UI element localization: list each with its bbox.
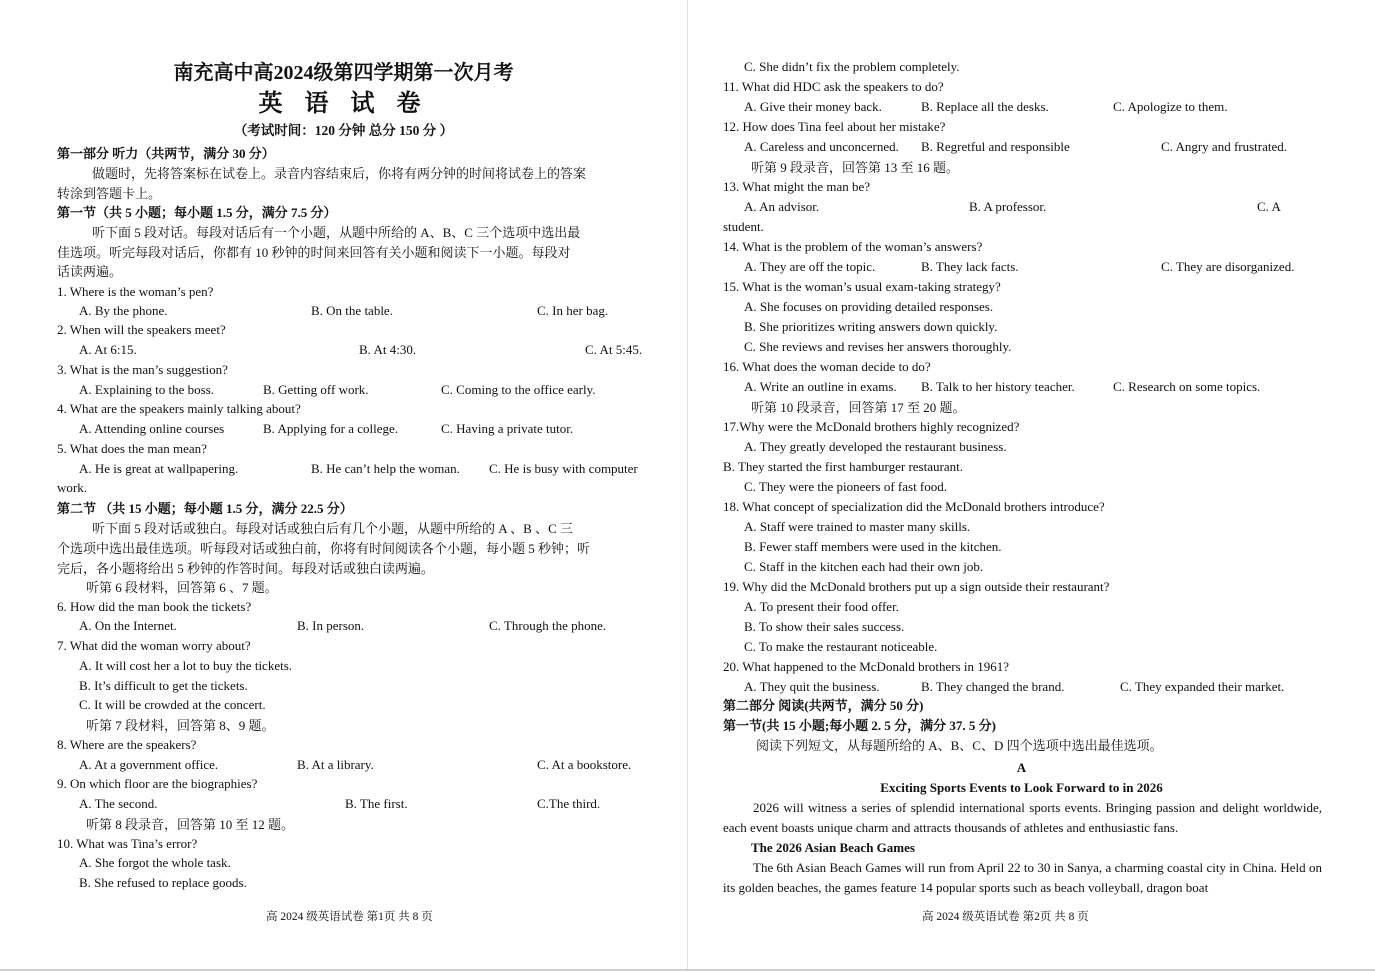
part1-heading: 第一部分 听力（共两节，满分 30 分） — [57, 146, 275, 161]
option-c: C. Coming to the office early. — [441, 382, 596, 397]
option-b: B. Replace all the desks. — [921, 99, 1049, 114]
option-a: A. They quit the business. — [744, 679, 880, 694]
question-stem: 6. How did the man book the tickets? — [57, 599, 252, 614]
exam-subject: 英 语 试 卷 — [258, 91, 429, 117]
question-stem: 16. What does the woman decide to do? — [723, 359, 931, 374]
section2-instruction-line: 个选项中选出最佳选项。听每段对话或独白前，你将有时间阅读各个小题，每小题 5 秒钟；听 — [57, 541, 591, 556]
section2-instruction-line: 完后，各小题将给出 5 秒钟的作答时间。每段对话或独白读两遍。 — [57, 561, 435, 576]
option-a: A. She focuses on providing detailed responses. — [744, 299, 994, 314]
option-b: B. She prioritizes writing answers down quickly. — [744, 319, 998, 334]
option-c: C. Research on some topics. — [1113, 379, 1261, 394]
section1-instruction-line: 听下面 5 段对话。每段对话后有一个小题，从题中所给的 A、B、C 三个选项中选出最 — [92, 225, 581, 240]
section1-heading: 第一节（共 5 小题；每小题 1.5 分，满分 7.5 分） — [57, 205, 337, 220]
option-a: A. An advisor. — [744, 199, 820, 214]
option-c: C. He is busy with computer — [489, 461, 638, 476]
option-a: A. Staff were trained to master many skills. — [744, 519, 971, 534]
option-b: B. At 4:30. — [359, 342, 417, 357]
passage-letter: A — [1016, 760, 1027, 775]
option-b: B. They started the first hamburger restaurant. — [723, 459, 963, 474]
option-b: B. The first. — [345, 796, 408, 811]
option-a: A. By the phone. — [79, 303, 168, 318]
question-stem: 17.Why were the McDonald brothers highly recognized? — [723, 419, 1020, 434]
option-c: C. They were the pioneers of fast food. — [744, 479, 948, 494]
option-a: A. To present their food offer. — [744, 599, 899, 614]
option-b: B. It’s difficult to get the tickets. — [79, 678, 248, 693]
option-a: A. Attending online courses — [79, 421, 225, 436]
option-b: B. In person. — [297, 618, 365, 633]
option-a: A. Give their money back. — [744, 99, 882, 114]
page-footer: 高 2024 级英语试卷 第2页 共 8 页 — [922, 911, 1089, 923]
option-a: A. They greatly developed the restaurant business. — [744, 439, 1007, 454]
option-b: B. At a library. — [297, 757, 374, 772]
listening-material-note: 听第 7 段材料，回答第 8、9 题。 — [86, 718, 275, 733]
option-a: A. Careless and unconcerned. — [744, 139, 899, 154]
question-stem: 18. What concept of specialization did the McDonald brothers introduce? — [723, 499, 1105, 514]
option-b: B. Talk to her history teacher. — [921, 379, 1075, 394]
listening-material-note: 听第 10 段录音，回答第 17 至 20 题。 — [751, 400, 966, 415]
option-c: C. Apologize to them. — [1113, 99, 1228, 114]
section1-instruction-line: 佳选项。听完每段对话后，你都有 10 秒钟的时间来回答有关小题和阅读下一小题。每段对 — [57, 245, 571, 260]
question-stem: 3. What is the man’s suggestion? — [57, 362, 228, 377]
option-c: C. Staff in the kitchen each had their own job. — [744, 559, 984, 574]
part1-instruction-line: 转涂到答题卡上。 — [57, 186, 162, 201]
option-c: C. Having a private tutor. — [441, 421, 574, 436]
option-a: A. At a government office. — [79, 757, 219, 772]
option-b: B. To show their sales success. — [744, 619, 905, 634]
question-stem: 9. On which floor are the biographies? — [57, 776, 258, 791]
option-c: C. She didn’t fix the problem completely. — [744, 59, 960, 74]
question-stem: 1. Where is the woman’s pen? — [57, 284, 214, 299]
option-c: C. At a bookstore. — [537, 757, 632, 772]
section2-heading: 第二节 （共 15 小题；每小题 1.5 分，满分 22.5 分） — [57, 501, 353, 516]
option-c: C. In her bag. — [537, 303, 609, 318]
part2-section1-heading: 第一节(共 15 小题;每小题 2. 5 分，满分 37. 5 分) — [723, 718, 996, 733]
option-c: C. She reviews and revises her answers thoroughly. — [744, 339, 1012, 354]
question-stem: 13. What might the man be? — [723, 179, 871, 194]
question-stem: 20. What happened to the McDonald brothers in 1961? — [723, 659, 1010, 674]
option-b: B. Regretful and responsible — [921, 139, 1070, 154]
passage-subheading: The 2026 Asian Beach Games — [751, 840, 915, 855]
reading-instruction: 阅读下列短文，从每题所给的 A、B、C、D 四个选项中选出最佳选项。 — [756, 738, 1163, 753]
question-stem: 8. Where are the speakers? — [57, 737, 197, 752]
page-footer: 高 2024 级英语试卷 第1页 共 8 页 — [266, 911, 433, 923]
option-b: B. She refused to replace goods. — [79, 875, 247, 890]
option-b: B. Applying for a college. — [263, 421, 399, 436]
option-c: C. To make the restaurant noticeable. — [744, 639, 938, 654]
option-a: A. On the Internet. — [79, 618, 177, 633]
question-stem: 5. What does the man mean? — [57, 441, 207, 456]
option-c: C. Angry and frustrated. — [1161, 139, 1288, 154]
section2-instruction-line: 听下面 5 段对话或独白。每段对话或独白后有几个小题，从题中所给的 A 、B 、C 三 — [92, 521, 574, 536]
part2-heading: 第二部分 阅读(共两节，满分 50 分) — [723, 698, 924, 713]
section1-instruction-line: 话读两遍。 — [57, 264, 123, 279]
option-a: A. Explaining to the boss. — [79, 382, 215, 397]
listening-material-note: 听第 9 段录音，回答第 13 至 16 题。 — [751, 160, 960, 175]
option-b: B. Getting off work. — [263, 382, 369, 397]
question-stem: 15. What is the woman’s usual exam-taking strategy? — [723, 279, 1001, 294]
option-c: C.The third. — [537, 796, 601, 811]
exam-time-score: （考试时间：120 分钟 总分 150 分 ） — [233, 123, 454, 138]
part1-instruction-line: 做题时，先将答案标在试卷上。录音内容结束后，你将有两分钟的时间将试卷上的答案 — [92, 166, 587, 181]
exam-title: 南充高中高2024级第四学期第一次月考 — [173, 62, 514, 84]
question-stem: 19. Why did the McDonald brothers put up a sign outside their restaurant? — [723, 579, 1110, 594]
option-b: B. He can’t help the woman. — [311, 461, 460, 476]
option-c-continued: student. — [723, 219, 764, 234]
option-c: C. A — [1257, 199, 1281, 214]
question-stem: 7. What did the woman worry about? — [57, 638, 251, 653]
option-a: A. They are off the topic. — [744, 259, 876, 274]
passage-paragraph: 2026 will witness a series of splendid international sports events. Bringing passion and delight worldwide, each event boasts unique charm and attracts thousands of athletes and enthusiastic fans. — [723, 800, 1322, 835]
option-c: C. They are disorganized. — [1161, 259, 1295, 274]
option-c-continued: work. — [57, 480, 87, 495]
option-b: B. On the table. — [311, 303, 393, 318]
exam-page-1 — [0, 0, 687, 971]
option-a: A. She forgot the whole task. — [79, 855, 231, 870]
question-stem: 14. What is the problem of the woman’s answers? — [723, 239, 983, 254]
question-stem: 2. When will the speakers meet? — [57, 322, 226, 337]
option-b: B. They lack facts. — [921, 259, 1019, 274]
listening-material-note: 听第 6 段材料，回答第 6 、7 题。 — [86, 580, 278, 595]
passage-title: Exciting Sports Events to Look Forward to in 2026 — [880, 780, 1163, 795]
listening-material-note: 听第 8 段录音，回答第 10 至 12 题。 — [86, 817, 295, 832]
option-a: A. It will cost her a lot to buy the tickets. — [79, 658, 293, 673]
question-stem: 4. What are the speakers mainly talking about? — [57, 401, 301, 416]
option-b: B. Fewer staff members were used in the kitchen. — [744, 539, 1002, 554]
exam-page-2 — [688, 0, 1375, 971]
option-c: C. At 5:45. — [585, 342, 643, 357]
option-a: A. He is great at wallpapering. — [79, 461, 239, 476]
option-c: C. They expanded their market. — [1120, 679, 1285, 694]
question-stem: 11. What did HDC ask the speakers to do? — [723, 79, 944, 94]
question-stem: 12. How does Tina feel about her mistake? — [723, 119, 946, 134]
option-c: C. It will be crowded at the concert. — [79, 697, 266, 712]
option-a: A. The second. — [79, 796, 158, 811]
option-b: B. They changed the brand. — [921, 679, 1065, 694]
passage-paragraph: The 6th Asian Beach Games will run from April 22 to 30 in Sanya, a charming coastal city in China. Held on its golden beaches, the games feature 14 popular sports such as beach volleyball, dragon boat — [723, 860, 1322, 895]
option-c: C. Through the phone. — [489, 618, 607, 633]
option-a: A. At 6:15. — [79, 342, 137, 357]
option-b: B. A professor. — [969, 199, 1047, 214]
question-stem: 10. What was Tina’s error? — [57, 836, 198, 851]
option-a: A. Write an outline in exams. — [744, 379, 897, 394]
